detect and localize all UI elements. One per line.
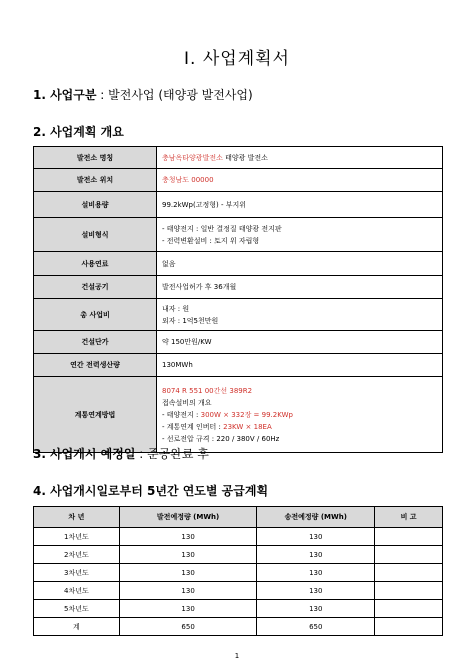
table-cell: [375, 582, 443, 600]
table-cell: 650: [119, 618, 257, 636]
table-cell: 650: [257, 618, 375, 636]
row-label: 사용연료: [34, 252, 157, 276]
plant-name-rest: 태양광 발전소: [222, 153, 268, 162]
row-label: 계통연계방법: [34, 377, 157, 453]
table-row: [34, 528, 443, 546]
table-cell: 130: [119, 546, 257, 564]
value-line: - 태양전지 : 일반 결정질 태양광 전지판: [162, 224, 282, 233]
table-row: [34, 354, 443, 377]
value-line: [162, 421, 438, 433]
table-cell: [375, 618, 443, 636]
table-cell: 4차년도: [34, 582, 120, 600]
value-line: 접속설비의 개요: [162, 398, 212, 407]
table-cell: 130: [119, 528, 257, 546]
page-title: Ⅰ. 사업계획서: [184, 49, 290, 69]
section-3-heading: [33, 445, 209, 462]
table-row: [34, 218, 443, 252]
table-row: [34, 299, 443, 331]
row-value: 99.2kWp(고정형) - 부지위: [157, 192, 443, 218]
table-row: [34, 147, 443, 169]
table-row: [34, 276, 443, 299]
row-value: 없음: [157, 252, 443, 276]
table-cell: [375, 564, 443, 582]
row-label: 설비형식: [34, 218, 157, 252]
table-row: [34, 169, 443, 192]
table-row: [34, 546, 443, 564]
table-cell: 130: [257, 528, 375, 546]
row-value: [157, 147, 443, 169]
table-row: [34, 564, 443, 582]
table-cell: 130: [257, 600, 375, 618]
column-header: 차 년: [34, 507, 120, 528]
value-line-highlight: 300W × 332장 = 99.2KWp: [200, 410, 293, 419]
section-1-heading: [33, 86, 253, 103]
supply-plan-table: [33, 506, 443, 636]
row-label: 연간 전력생산량: [34, 354, 157, 377]
value-line: 내자 : 원: [162, 304, 190, 313]
row-value: [157, 377, 443, 453]
table-cell: 계: [34, 618, 120, 636]
row-label: 설비용량: [34, 192, 157, 218]
row-label: 건설공기: [34, 276, 157, 299]
table-cell: 1차년도: [34, 528, 120, 546]
value-line: - 선로전압 규격 : 220 / 380V / 60Hz: [162, 434, 280, 443]
table-row: [34, 252, 443, 276]
table-total-row: [34, 618, 443, 636]
value-line: 외자 : 1억5천만원: [162, 316, 219, 325]
table-cell: 2차년도: [34, 546, 120, 564]
overview-table: [33, 146, 443, 453]
row-value: 130MWh: [157, 354, 443, 377]
column-header: 비 고: [375, 507, 443, 528]
value-line: 8074 R 551 00간선 389R2: [162, 386, 253, 395]
table-cell: 130: [257, 582, 375, 600]
column-header: 발전예정량 (MWh): [119, 507, 257, 528]
table-cell: 130: [119, 600, 257, 618]
plant-name-highlight: 충남옥타양광발전소: [162, 153, 223, 162]
section-1-value: : 발전사업 (태양광 발전사업): [96, 88, 253, 102]
value-line-prefix: - 계통연계 인버터 :: [162, 422, 224, 431]
section-1-title: 1. 사업구분: [33, 88, 97, 102]
section-2-heading: 2. 사업계획 개요: [33, 125, 124, 139]
row-label: 건설단가: [34, 331, 157, 354]
value-line: [162, 409, 438, 421]
table-row: [34, 582, 443, 600]
value-line-highlight: 23KW × 18EA: [223, 422, 272, 431]
table-cell: [375, 528, 443, 546]
table-cell: 3차년도: [34, 564, 120, 582]
row-label: 총 사업비: [34, 299, 157, 331]
row-label: 발전소 명칭: [34, 147, 157, 169]
table-cell: 130: [119, 582, 257, 600]
section-3-title: 3. 사업개시 예정일: [33, 447, 136, 461]
section-4-heading: 4. 사업개시일로부터 5년간 연도별 공급계획: [33, 484, 269, 498]
table-cell: 130: [257, 564, 375, 582]
row-value: 충청남도 00000: [157, 169, 443, 192]
table-cell: 130: [257, 546, 375, 564]
table-cell: [375, 600, 443, 618]
table-row: [34, 377, 443, 453]
row-label: 발전소 위치: [34, 169, 157, 192]
table-cell: 130: [119, 564, 257, 582]
table-header-row: [34, 507, 443, 528]
table-cell: 5차년도: [34, 600, 120, 618]
table-row: [34, 192, 443, 218]
row-value: 발전사업허가 후 36개월: [157, 276, 443, 299]
table-cell: [375, 546, 443, 564]
row-value: [157, 218, 443, 252]
section-3-value: : 준공완료 후: [135, 447, 209, 461]
table-row: [34, 600, 443, 618]
row-value: 약 150만원/KW: [157, 331, 443, 354]
value-line: - 전력변환설비 : 토지 위 자립형: [162, 236, 260, 245]
row-value: [157, 299, 443, 331]
value-line-prefix: - 태양전지 :: [162, 410, 201, 419]
page-number: 1: [234, 652, 240, 660]
table-row: [34, 331, 443, 354]
column-header: 송전예정량 (MWh): [257, 507, 375, 528]
